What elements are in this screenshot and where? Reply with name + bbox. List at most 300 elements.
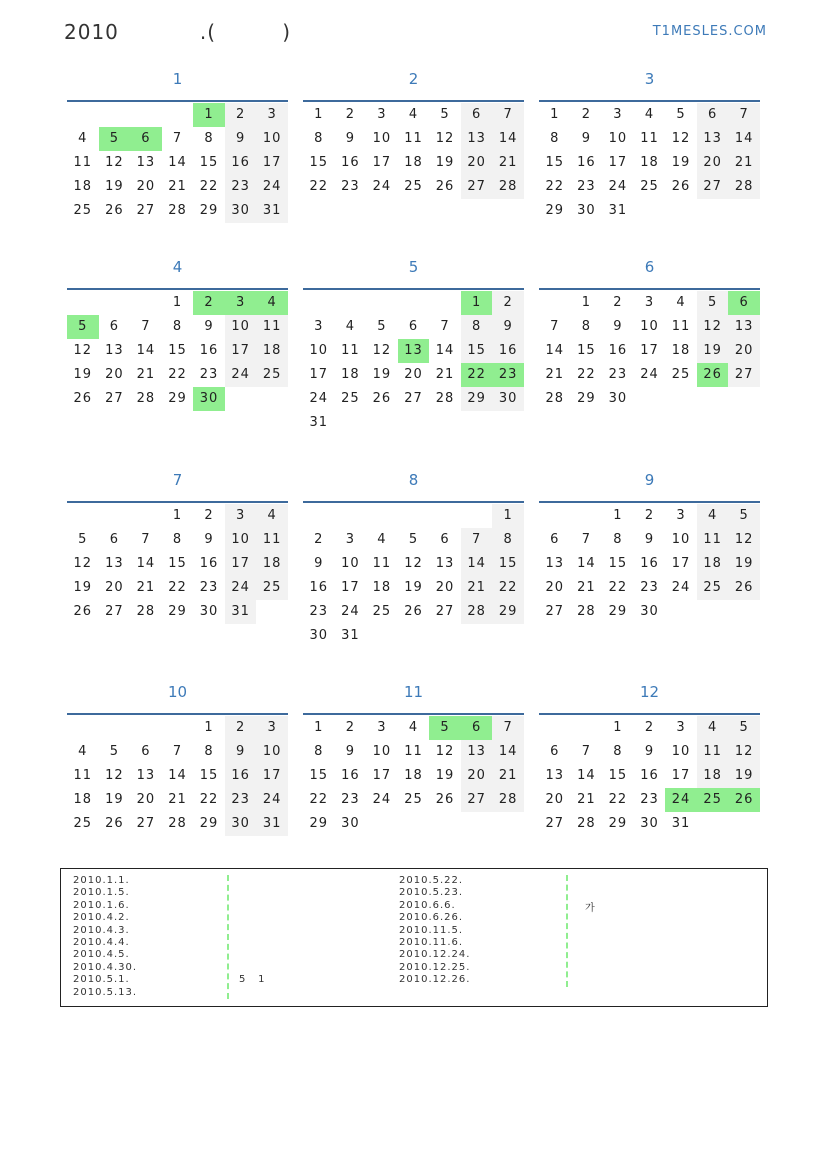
day-cell: 14 (728, 127, 760, 151)
day-cell: 9 (314, 556, 324, 571)
month-title: 1 (172, 70, 183, 88)
day-cell: 6 (109, 319, 119, 334)
day-cell: 9 (613, 319, 623, 334)
day-cell: 21 (577, 580, 596, 595)
month-days (539, 291, 760, 411)
day-cell: 24 (225, 576, 257, 600)
day-cell: 3 (225, 291, 257, 315)
day-cell: 23 (225, 175, 257, 199)
day-cell: 16 (225, 764, 257, 788)
day-cell: 7 (172, 744, 183, 759)
day-cell: 16 (640, 556, 659, 571)
day-cell: 30 (640, 816, 659, 831)
day-cell: 15 (608, 556, 628, 571)
day-cell: 28 (577, 604, 596, 619)
day-cell: 22 (309, 792, 329, 807)
day-blank (67, 716, 99, 740)
month-days (539, 716, 760, 836)
day-cell: 13 (728, 315, 760, 339)
day-cell: 6 (697, 103, 729, 127)
day-cell: 6 (461, 103, 493, 127)
day-cell: 11 (697, 740, 729, 764)
day-cell: 20 (435, 580, 455, 595)
month-2 (303, 66, 524, 199)
holiday-divider-right (566, 875, 568, 987)
day-cell: 9 (204, 319, 214, 334)
month-10 (67, 679, 288, 836)
month-rule (539, 288, 760, 290)
day-cell: 28 (577, 816, 596, 831)
day-cell: 3 (676, 508, 686, 523)
day-cell: 8 (613, 744, 623, 759)
day-cell: 16 (199, 343, 219, 358)
day-cell: 6 (130, 127, 162, 151)
day-cell: 25 (73, 816, 93, 831)
day-blank (162, 103, 194, 127)
day-cell: 30 (640, 604, 659, 619)
day-cell: 10 (608, 131, 628, 146)
day-cell: 2 (345, 107, 355, 122)
day-cell: 3 (676, 720, 686, 735)
holiday-list-box (60, 868, 768, 1007)
day-cell: 22 (168, 580, 187, 595)
day-cell: 26 (435, 179, 455, 194)
day-cell: 7 (728, 103, 760, 127)
day-cell: 11 (341, 343, 360, 358)
day-cell: 31 (256, 199, 288, 223)
day-cell: 10 (671, 744, 691, 759)
day-cell: 3 (256, 103, 288, 127)
day-cell: 27 (697, 175, 729, 199)
day-cell: 13 (461, 127, 493, 151)
month-rule (67, 288, 288, 290)
day-cell: 20 (136, 179, 156, 194)
day-cell: 23 (492, 363, 524, 387)
day-blank (539, 716, 571, 740)
day-cell: 14 (136, 343, 156, 358)
day-cell: 23 (225, 788, 257, 812)
day-cell: 9 (225, 127, 257, 151)
day-cell: 26 (105, 816, 124, 831)
day-cell: 21 (435, 367, 455, 382)
day-cell: 25 (697, 576, 729, 600)
day-cell: 12 (435, 131, 455, 146)
day-cell: 11 (404, 131, 423, 146)
day-cell: 2 (644, 508, 655, 523)
day-blank (571, 504, 603, 528)
site-logo[interactable]: T1MESLES.COM (652, 24, 767, 39)
month-days (303, 504, 524, 648)
day-cell: 21 (168, 792, 187, 807)
day-cell: 3 (314, 319, 324, 334)
day-cell: 24 (309, 391, 329, 406)
month-title: 10 (167, 683, 188, 701)
day-cell: 8 (581, 319, 591, 334)
day-cell: 7 (581, 532, 591, 547)
day-cell: 16 (492, 339, 524, 363)
day-cell: 3 (256, 716, 288, 740)
day-cell: 13 (136, 155, 156, 170)
day-cell: 27 (461, 788, 493, 812)
day-cell: 14 (136, 556, 156, 571)
day-cell: 28 (492, 175, 524, 199)
day-cell: 13 (105, 556, 124, 571)
day-cell: 13 (435, 556, 455, 571)
day-cell: 13 (105, 343, 124, 358)
day-cell: 13 (461, 740, 493, 764)
day-cell: 3 (644, 295, 655, 310)
day-cell: 11 (372, 556, 392, 571)
holiday-dates-right: 2010.5.22. 2010.5.23. 2010.6.6. 2010.6.26. 2010.11.5. 2010.11.6. 2010.12.24. 2010.12.25. 2010.12.26. (399, 875, 471, 986)
day-cell: 1 (193, 103, 225, 127)
day-cell: 24 (372, 792, 392, 807)
day-cell: 15 (309, 768, 329, 783)
day-cell: 9 (492, 315, 524, 339)
day-cell: 19 (372, 367, 392, 382)
day-cell: 8 (172, 532, 183, 547)
day-cell: 7 (492, 103, 524, 127)
day-cell: 25 (404, 792, 423, 807)
day-cell: 21 (168, 179, 187, 194)
day-cell: 8 (550, 131, 560, 146)
day-cell: 18 (404, 768, 423, 783)
day-cell: 27 (136, 816, 156, 831)
day-cell: 28 (136, 391, 156, 406)
day-cell: 10 (671, 532, 691, 547)
day-cell: 8 (172, 319, 183, 334)
day-cell: 4 (377, 532, 387, 547)
day-blank (398, 291, 430, 315)
day-cell: 10 (256, 740, 288, 764)
day-cell: 21 (136, 580, 156, 595)
day-cell: 20 (728, 339, 760, 363)
day-cell: 19 (105, 792, 124, 807)
month-title: 6 (644, 258, 655, 276)
day-cell: 14 (577, 768, 596, 783)
day-cell: 20 (105, 367, 124, 382)
day-cell: 24 (225, 363, 257, 387)
day-cell: 30 (309, 628, 329, 643)
day-cell: 14 (545, 343, 565, 358)
day-cell: 25 (640, 179, 659, 194)
day-cell: 19 (697, 339, 729, 363)
day-cell: 22 (577, 367, 596, 382)
day-cell: 2 (613, 295, 623, 310)
day-blank (429, 504, 461, 528)
day-cell: 7 (461, 528, 493, 552)
month-days (67, 291, 288, 411)
day-cell: 6 (550, 744, 560, 759)
day-cell: 21 (577, 792, 596, 807)
month-rule (67, 501, 288, 503)
day-blank (335, 504, 367, 528)
day-cell: 31 (608, 203, 628, 218)
day-cell: 24 (640, 367, 659, 382)
day-cell: 22 (608, 792, 628, 807)
day-cell: 7 (141, 532, 151, 547)
day-cell: 24 (671, 580, 691, 595)
day-cell: 31 (671, 816, 691, 831)
day-cell: 10 (225, 528, 257, 552)
month-days (67, 103, 288, 223)
day-cell: 24 (256, 175, 288, 199)
day-cell: 19 (728, 764, 760, 788)
day-cell: 29 (199, 816, 219, 831)
day-cell: 15 (168, 343, 187, 358)
day-cell: 29 (168, 604, 187, 619)
day-cell: 13 (136, 768, 156, 783)
day-cell: 3 (225, 504, 257, 528)
day-cell: 12 (728, 528, 760, 552)
day-cell: 24 (256, 788, 288, 812)
day-cell: 8 (314, 131, 324, 146)
day-cell: 7 (492, 716, 524, 740)
day-cell: 14 (492, 127, 524, 151)
day-cell: 8 (492, 528, 524, 552)
day-cell: 10 (256, 127, 288, 151)
day-cell: 6 (109, 532, 119, 547)
day-cell: 18 (697, 552, 729, 576)
day-cell: 5 (728, 716, 760, 740)
day-blank (571, 716, 603, 740)
day-cell: 11 (404, 744, 423, 759)
day-cell: 14 (168, 155, 187, 170)
day-cell: 31 (256, 812, 288, 836)
day-cell: 22 (199, 792, 219, 807)
day-cell: 15 (608, 768, 628, 783)
day-cell: 9 (644, 532, 655, 547)
day-cell: 6 (728, 291, 760, 315)
day-cell: 16 (640, 768, 659, 783)
day-cell: 23 (577, 179, 596, 194)
day-cell: 1 (613, 720, 623, 735)
day-cell: 14 (492, 740, 524, 764)
day-cell: 15 (168, 556, 187, 571)
day-cell: 11 (256, 528, 288, 552)
day-cell: 14 (577, 556, 596, 571)
day-blank (303, 291, 335, 315)
day-cell: 28 (545, 391, 565, 406)
day-cell: 30 (225, 812, 257, 836)
day-cell: 24 (608, 179, 628, 194)
day-cell: 17 (256, 151, 288, 175)
day-blank (539, 291, 571, 315)
day-blank (67, 103, 99, 127)
day-cell: 10 (372, 131, 392, 146)
month-days (67, 716, 288, 836)
day-cell: 16 (577, 155, 596, 170)
day-cell: 9 (644, 744, 655, 759)
day-cell: 5 (728, 504, 760, 528)
day-cell: 4 (408, 720, 419, 735)
day-blank (429, 291, 461, 315)
day-cell: 17 (256, 764, 288, 788)
day-cell: 2 (644, 720, 655, 735)
day-cell: 15 (461, 339, 493, 363)
day-cell: 6 (461, 716, 493, 740)
day-cell: 25 (697, 788, 729, 812)
day-cell: 15 (199, 155, 219, 170)
day-cell: 23 (199, 580, 219, 595)
day-cell: 18 (256, 552, 288, 576)
day-blank (130, 504, 162, 528)
day-cell: 9 (345, 131, 355, 146)
day-cell: 2 (581, 107, 591, 122)
day-cell: 16 (608, 343, 628, 358)
day-cell: 22 (492, 576, 524, 600)
day-cell: 1 (172, 508, 183, 523)
day-cell: 4 (697, 716, 729, 740)
month-12 (539, 679, 760, 836)
day-blank (162, 716, 194, 740)
day-cell: 24 (341, 604, 360, 619)
day-cell: 19 (73, 580, 93, 595)
day-cell: 27 (728, 363, 760, 387)
day-cell: 28 (728, 175, 760, 199)
day-cell: 23 (309, 604, 329, 619)
month-11 (303, 679, 524, 836)
day-cell: 18 (73, 792, 93, 807)
day-cell: 14 (435, 343, 455, 358)
day-cell: 6 (141, 744, 151, 759)
day-cell: 4 (78, 131, 88, 146)
day-cell: 23 (608, 367, 628, 382)
day-cell: 5 (676, 107, 686, 122)
month-8 (303, 467, 524, 648)
day-cell: 20 (697, 151, 729, 175)
day-cell: 20 (136, 792, 156, 807)
day-cell: 16 (341, 768, 360, 783)
day-cell: 18 (404, 155, 423, 170)
day-cell: 16 (225, 151, 257, 175)
day-cell: 15 (199, 768, 219, 783)
day-cell: 23 (199, 367, 219, 382)
day-cell: 27 (435, 604, 455, 619)
day-blank (366, 291, 398, 315)
day-cell: 1 (314, 720, 324, 735)
day-cell: 19 (671, 155, 691, 170)
day-cell: 19 (435, 155, 455, 170)
day-blank (130, 291, 162, 315)
day-cell: 18 (697, 764, 729, 788)
day-cell: 2 (225, 716, 257, 740)
day-cell: 17 (608, 155, 628, 170)
day-cell: 18 (640, 155, 659, 170)
day-cell: 31 (341, 628, 360, 643)
day-cell: 22 (545, 179, 565, 194)
day-cell: 27 (461, 175, 493, 199)
day-cell: 17 (671, 556, 691, 571)
day-cell: 25 (671, 367, 691, 382)
day-cell: 28 (435, 391, 455, 406)
month-rule (539, 501, 760, 503)
day-cell: 11 (256, 315, 288, 339)
day-cell: 18 (341, 367, 360, 382)
day-blank (539, 504, 571, 528)
day-cell: 10 (640, 319, 659, 334)
day-cell: 13 (545, 768, 565, 783)
day-cell: 2 (492, 291, 524, 315)
day-cell: 8 (461, 315, 493, 339)
day-cell: 19 (728, 552, 760, 576)
day-blank (99, 504, 131, 528)
day-cell: 20 (545, 580, 565, 595)
day-cell: 6 (550, 532, 560, 547)
day-cell: 26 (404, 604, 423, 619)
day-cell: 4 (408, 107, 419, 122)
month-days (303, 716, 524, 836)
day-cell: 4 (697, 504, 729, 528)
month-3 (539, 66, 760, 223)
day-cell: 27 (545, 604, 565, 619)
day-blank (398, 504, 430, 528)
day-cell: 27 (136, 203, 156, 218)
day-cell: 29 (168, 391, 187, 406)
day-cell: 11 (73, 768, 93, 783)
month-title: 9 (644, 471, 655, 489)
month-title: 2 (408, 70, 419, 88)
day-cell: 2 (204, 508, 214, 523)
day-cell: 18 (256, 339, 288, 363)
day-cell: 23 (341, 792, 360, 807)
day-cell: 17 (372, 155, 392, 170)
day-cell: 10 (225, 315, 257, 339)
day-cell: 5 (440, 107, 450, 122)
day-cell: 5 (109, 744, 119, 759)
day-cell: 5 (67, 315, 99, 339)
day-cell: 26 (728, 788, 760, 812)
day-cell: 17 (225, 552, 257, 576)
day-cell: 30 (225, 199, 257, 223)
day-cell: 17 (671, 768, 691, 783)
day-cell: 12 (105, 155, 124, 170)
day-blank (99, 103, 131, 127)
day-cell: 22 (608, 580, 628, 595)
day-cell: 10 (309, 343, 329, 358)
day-cell: 26 (697, 363, 729, 387)
day-cell: 6 (408, 319, 419, 334)
day-cell: 4 (78, 744, 88, 759)
day-cell: 5 (78, 532, 88, 547)
month-days (539, 103, 760, 223)
day-cell: 28 (492, 788, 524, 812)
day-cell: 31 (309, 415, 329, 430)
month-title: 12 (639, 683, 660, 701)
day-cell: 26 (73, 391, 93, 406)
day-cell: 1 (613, 508, 623, 523)
month-7 (67, 467, 288, 624)
day-cell: 12 (435, 744, 455, 759)
day-cell: 5 (429, 716, 461, 740)
month-rule (303, 501, 524, 503)
month-title: 5 (408, 258, 419, 276)
page-title: 2010 .( ) (64, 20, 292, 44)
month-rule (303, 100, 524, 102)
day-cell: 20 (545, 792, 565, 807)
day-cell: 28 (461, 600, 493, 624)
holiday-note-right: 가 (585, 903, 595, 914)
day-cell: 6 (440, 532, 450, 547)
day-cell: 28 (136, 604, 156, 619)
day-cell: 9 (345, 744, 355, 759)
day-cell: 4 (256, 504, 288, 528)
holiday-note-left: 5 1 (239, 974, 265, 985)
month-days (539, 504, 760, 624)
day-cell: 12 (105, 768, 124, 783)
day-cell: 22 (199, 179, 219, 194)
day-cell: 20 (461, 764, 493, 788)
month-rule (67, 713, 288, 715)
